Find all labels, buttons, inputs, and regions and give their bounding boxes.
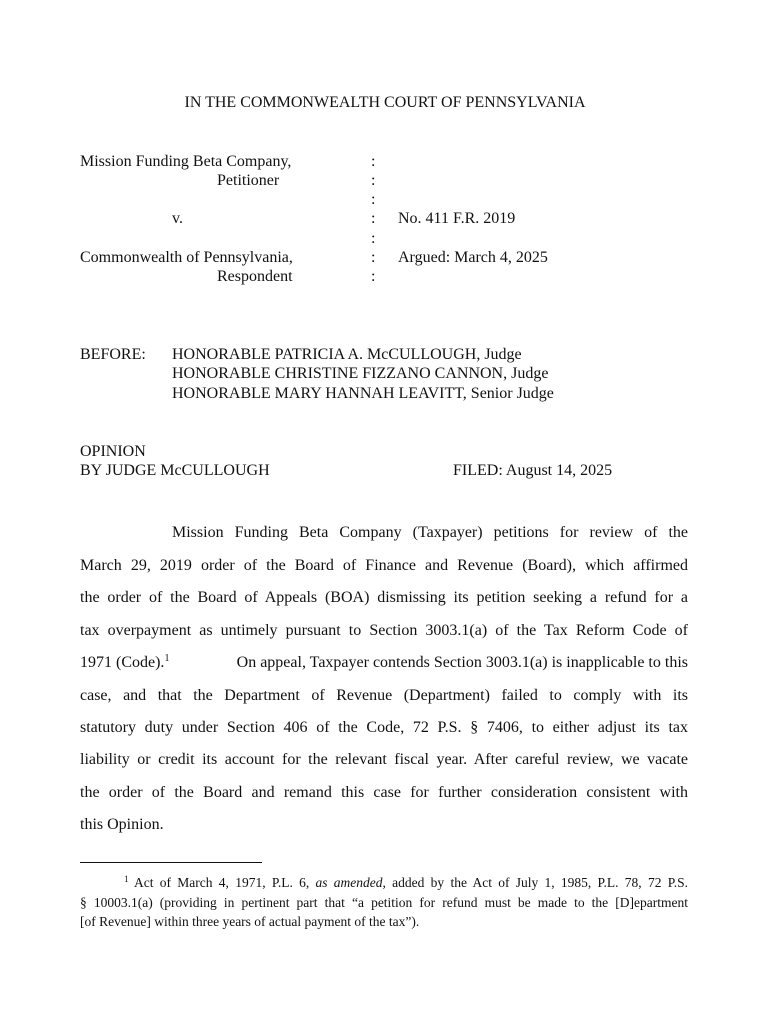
petitioner-name: Mission Funding Beta Company,	[80, 153, 292, 170]
judge-name: HONORABLE MARY HANNAH LEAVITT, Senior Judge	[172, 385, 554, 402]
body-line	[80, 653, 688, 673]
caption-colon: :	[371, 191, 376, 208]
respondent-role: Respondent	[217, 268, 293, 285]
body-line-end: On appeal, Taxpayer contends Section 3003.1(a) is inapplicable to this	[236, 654, 688, 671]
footnote-line: $^1$ Act of March 4, 1971, P.L. 6, as amended, added by the Act of July 1, 1985, P.L. 78, 72 P.S.	[124, 874, 688, 890]
judge-name: HONORABLE PATRICIA A. McCULLOUGH, Judge	[172, 346, 522, 363]
footnote-italic: as amended	[315, 875, 383, 890]
body-line: statutory duty under Section 406 of the Code, 72 P.S. § 7406, to either adjust its tax	[80, 719, 688, 736]
filed-date: FILED: August 14, 2025	[453, 462, 613, 479]
footnote-line: § 10003.1(a) (providing in pertinent part that “a petition for refund must be made to the [D]epartment	[80, 895, 688, 910]
versus: v.	[172, 210, 183, 227]
body-line-start: 1971 (Code).$^1$	[80, 653, 170, 671]
caption-colon: :	[371, 172, 376, 189]
argued-date: Argued: March 4, 2025	[398, 249, 548, 266]
footnote-divider	[80, 862, 262, 863]
body-line: tax overpayment as untimely pursuant to Section 3003.1(a) of the Tax Reform Code of	[80, 622, 688, 639]
opinion-author: BY JUDGE McCULLOUGH	[80, 462, 270, 479]
body-line: the order of the Board of Appeals (BOA) dismissing its petition seeking a refund for a	[80, 589, 688, 606]
caption-colon: :	[371, 210, 376, 227]
body-line: liability or credit its account for the relevant fiscal year. After careful review, we vacate	[80, 751, 688, 768]
body-line: Mission Funding Beta Company (Taxpayer) petitions for review of the	[172, 524, 688, 541]
caption-colon: :	[371, 153, 376, 170]
footnote-ref: 1	[164, 653, 170, 664]
body-line: the order of the Board and remand this case for further consideration consistent with	[80, 784, 688, 801]
respondent-name: Commonwealth of Pennsylvania,	[80, 249, 293, 266]
caption-colon: :	[371, 268, 376, 285]
caption-colon: :	[371, 230, 376, 247]
caption-colon: :	[371, 249, 376, 266]
body-line: March 29, 2019 order of the Board of Finance and Revenue (Board), which affirmed	[80, 557, 688, 574]
body-line: this Opinion.	[80, 816, 164, 833]
court-heading: IN THE COMMONWEALTH COURT OF PENNSYLVANIA	[184, 94, 586, 111]
footnote-number: 1	[124, 874, 129, 884]
body-line: case, and that the Department of Revenue (Department) failed to comply with its	[80, 687, 688, 704]
footnote-line: [of Revenue] within three years of actual payment of the tax”).	[80, 914, 420, 929]
judge-name: HONORABLE CHRISTINE FIZZANO CANNON, Judge	[172, 365, 549, 382]
petitioner-role: Petitioner	[217, 172, 280, 189]
docket-number: No. 411 F.R. 2019	[398, 210, 516, 227]
opinion-label: OPINION	[80, 443, 146, 460]
before-label: BEFORE:	[80, 346, 146, 363]
